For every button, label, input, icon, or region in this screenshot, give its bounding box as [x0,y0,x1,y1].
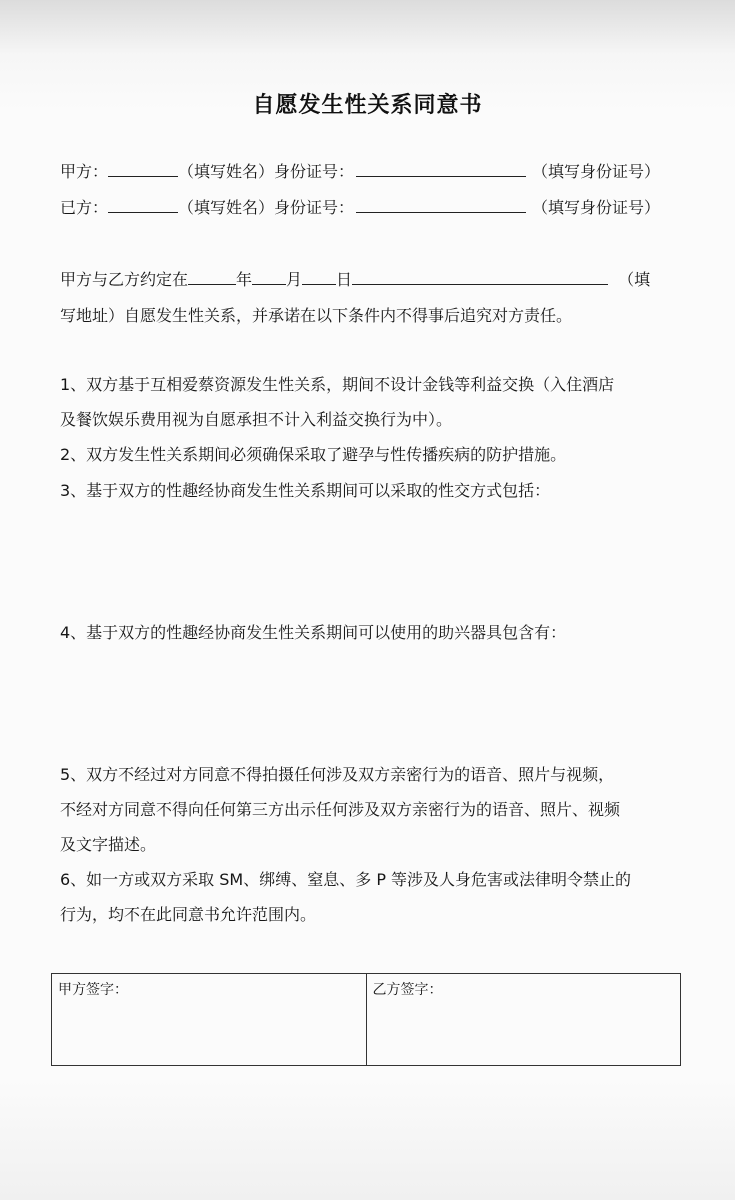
party-b-id-hint: （填写身份证号） [532,198,661,217]
clause-5 [60,757,685,862]
party-a-id-label: 身份证号： [274,162,355,181]
month-label: 月 [286,270,303,289]
party-b-signature-cell[interactable] [366,974,681,1065]
party-b-id-label: 身份证号： [274,198,355,217]
address-blank [352,267,608,285]
party-b-name-blank [108,195,178,213]
address-hint-start: （填 [618,270,651,289]
party-b-signature-label: 乙方签字： [372,982,443,998]
party-a-name-hint: （填写姓名） [178,162,275,181]
document-title: 自愿发生性关系同意书 [252,93,483,118]
clause-2 [60,437,685,472]
party-a-name-blank [108,159,178,177]
agreement-line-2: 写地址）自愿发生性关系，并承诺在以下条件内不得事后追究对方责任。 [60,306,573,325]
clause-5-line-3: 及文字描述。 [60,835,157,854]
clause-4-line-1: 4、基于双方的性趣经协商发生性关系期间可以使用的助兴器具包含有： [60,623,567,642]
agreement-paragraph [60,262,682,334]
year-label: 年 [236,270,253,289]
party-a-label: 甲方： [60,162,109,181]
party-b-name-hint: （填写姓名） [178,198,275,217]
clause-1-line-2: 及餐饮娱乐费用视为自愿承担不计入利益交换行为中）。 [60,410,453,429]
clause-1-line-1: 1、双方基于互相爱蔡资源发生性关系，期间不设计金钱等利益交换（入住酒店 [60,375,615,394]
party-b-line [60,195,660,220]
party-a-signature-label: 甲方签字： [58,982,128,998]
clause-5-line-1: 5、双方不经过对方同意不得拍摄任何涉及双方亲密行为的语音、照片与视频， [60,765,615,784]
clause-1 [60,367,685,437]
agreement-line-1 [60,262,682,298]
day-blank [302,267,336,285]
day-label: 日 [336,270,353,289]
party-a-id-hint: （填写身份证号） [532,162,661,181]
clause-3-line-1: 3、基于双方的性趣经协商发生性关系期间可以采取的性交方式包括： [60,481,551,500]
clause-2-line-1: 2、双方发生性关系期间必须确保采取了避孕与性传播疾病的防护措施。 [60,445,567,464]
clause-6 [60,862,685,932]
clause-6-line-1: 6、如一方或双方采取 SM、绑缚、窒息、多 P 等涉及人身危害或法律明令禁止的 [60,870,632,889]
clause-5-line-2: 不经对方同意不得向任何第三方出示任何涉及双方亲密行为的语音、照片、视频 [60,800,621,819]
party-a-line [60,159,660,184]
year-blank [188,267,236,285]
party-a-id-blank [356,159,526,177]
agreement-prefix: 甲方与乙方约定在 [60,270,189,289]
party-b-id-blank [356,195,526,213]
month-blank [252,267,286,285]
clause-3 [60,473,685,508]
clause-6-line-2: 行为，均不在此同意书允许范围内。 [60,905,317,924]
clause-4 [60,615,685,650]
party-b-label: 已方： [60,198,109,217]
signature-table [51,973,681,1066]
party-a-signature-cell[interactable] [52,974,366,1065]
